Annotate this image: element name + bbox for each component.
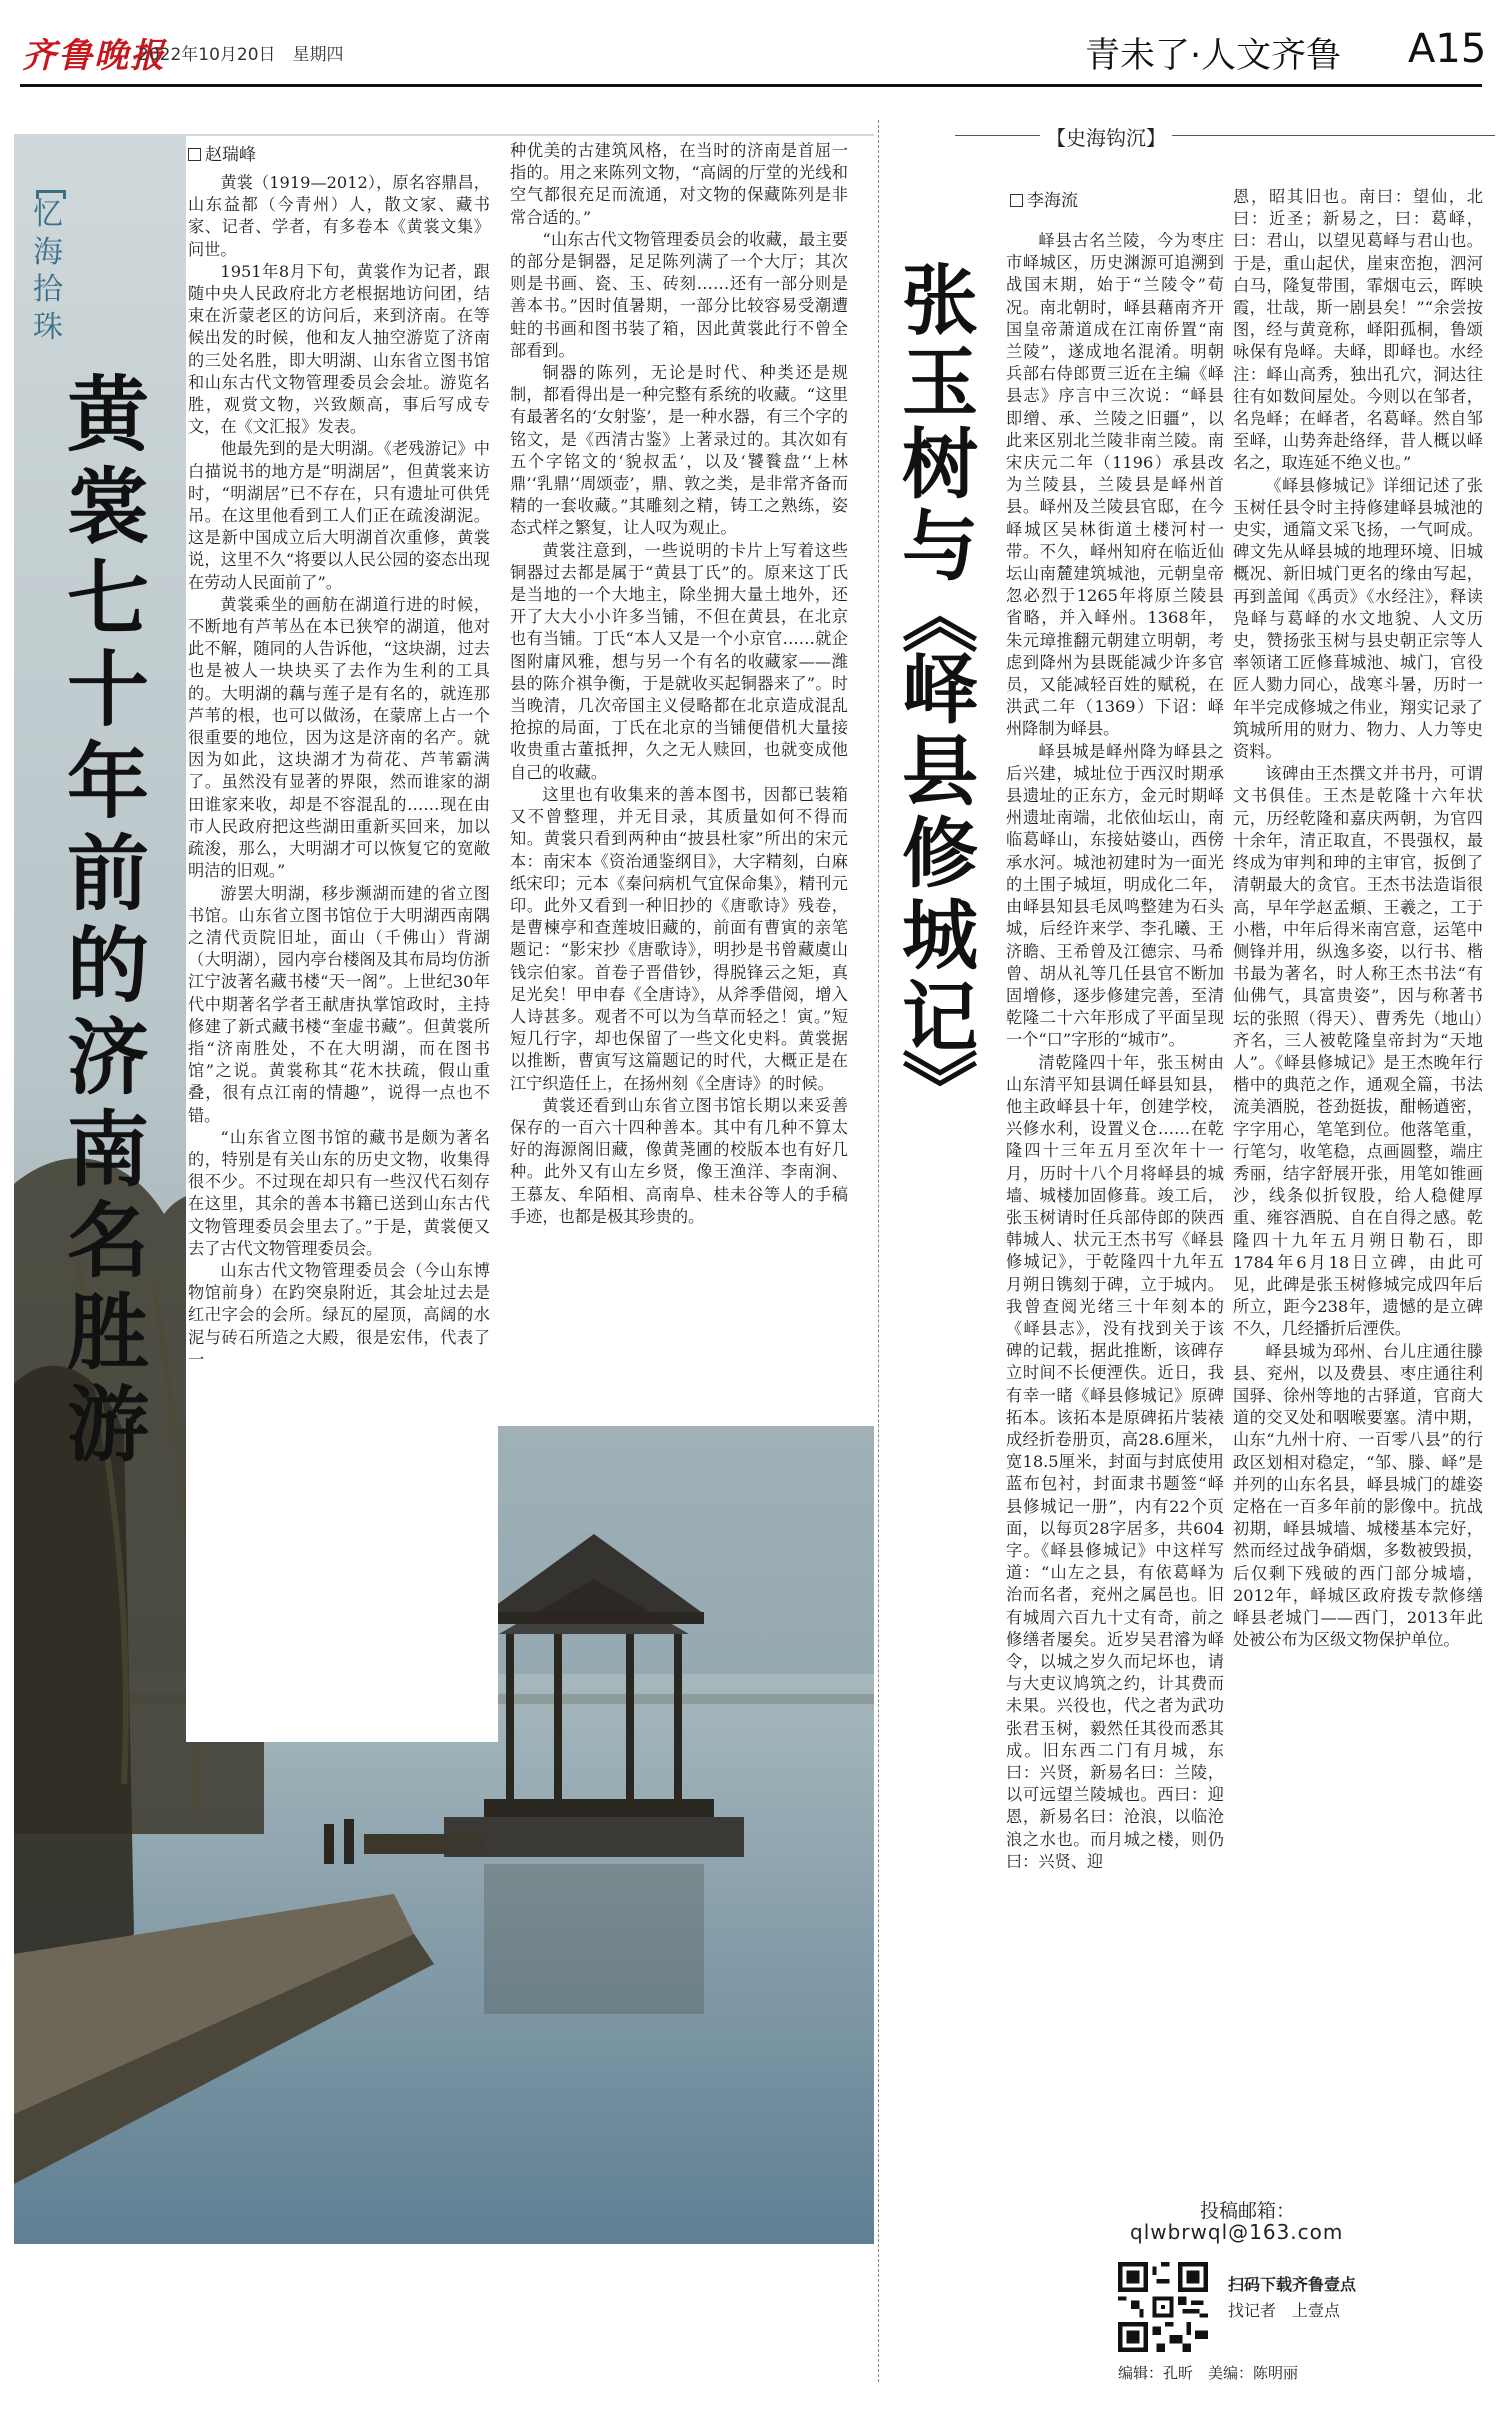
article-paragraph: 黄裳注意到，一些说明的卡片上写着这些铜器过去都是属于“黄县丁氏”的。原来这丁氏是当地的一个大地主，除坐拥大量土地外，还开了大大小小许多当铺，不但在黄县，在北京也有当铺。丁氏“本人又是一个小京官……就企图附庸风雅，想与另一个有名的收藏家——潍县的陈介祺争衡，于是就收买起铜器来了”。时当晚清，几次帝国主义侵略都在北京造成混乱抢掠的局面，丁氏在北京的当铺便借机大量接收贵重古董抵押，久之无人赎回，也就变成他自己的收藏。 [510,540,848,782]
contribution-email-link[interactable]: qlwbrwql@163.com [1130,2220,1344,2244]
editor-credits: 编辑：孔昕 美编：陈明丽 [1118,2364,1299,2382]
article-paragraph: 山东古代文物管理委员会（今山东博物馆前身）在趵突泉附近，其会址过去是红卍字会的会所。绿瓦的屋顶，高阔的水泥与砖石所造之大殿，很是宏伟，代表了一 [188,1260,490,1369]
article-paragraph: 清乾隆四十年，张玉树由山东清平知县调任峄县知县，他主政峄县十年，创建学校，兴修水利，设置义仓……在乾隆四十三年五月至次年十一月，历时十八个月将峄县的城墙、城楼加固修葺。竣工后，张玉树请时任兵部侍郎的陕西韩城人、状元王杰书写《峄县修城记》，于乾隆四十九年五月朔日镌刻于碑，立于城内。我曾查阅光绪三十年刻本的《峄县志》，没有找到关于该碑的记载，据此推断，该碑存立时间不长便湮佚。近日，我有幸一睹《峄县修城记》原碑拓本。该拓本是原碑拓片装裱成经折卷册页，高28.6厘米，宽18.5厘米，封面与封底使用蓝布包衬，封面隶书题签“峄县修城记一册”，内有22个页面，以每页28字居多，共604字。《峄县修城记》中这样写道：“山左之县，有依葛峄为治而名者，兖州之属邑也。旧有城周六百九十丈有奇，前之修缮者屡矣。近岁吴君濬为峄令，以城之岁久而圮坏也，请与大吏议鸠筑之约，计其费而未果。兴役也，代之者为武功张君玉树，毅然任其役而悉其成。旧东西二门有月城，东曰：兴贤，新易名曰：兰陵，以可远望兰陵城也。西曰：迎恩，新易名曰：沧浪，以临沧浪之水也。而月城之楼，则仍曰：兴贤、迎 [1006,1052,1224,1871]
contribution-label: 投稿邮箱： [1200,2200,1296,2222]
article-right-column-1 [1006,230,1224,2110]
header-divider [20,84,1482,87]
masthead-logo: 齐鲁晚报 [22,36,166,76]
qr-code-icon[interactable] [1118,2262,1208,2352]
article-paragraph: 黄裳（1919—2012），原名容鼎昌，山东益都（今青州）人，散文家、藏书家、记者、学者，有多卷本《黄裳文集》问世。 [188,173,490,259]
headline-right [892,256,988,1134]
article-divider [878,120,879,2382]
article-right-column-2 [1233,186,1483,2046]
article-paragraph: 恩，昭其旧也。南曰：望仙，北曰：近圣；新易之，曰：葛峄，曰：君山，以望见葛峄与君山也。于是，重山起伏，崖束峦抱，泗河白马，隆复带围，霏烟屯云，晖映霞，壮哉，斯一剧县矣！”“余尝按图，经与黄竟称，峄阳孤桐，鲁颂咏保有凫峄。夫峄，即峄也。水经注：峄山高秀，独出孔穴，洞达往往有如数间屋处。今则以在邹者，名凫峄；在峄者，名葛峄。然自邹至峄，山势奔赴络绎，昔人概以峄名之，取连延不绝义也。” [1233,187,1483,473]
headline-bracket-open-icon: ︽ [902,573,978,663]
issue-date: 2022年10月20日 星期四 [138,45,344,65]
column-tag-right: 【 史海钩沉 】 [1040,122,1172,151]
article-paragraph: “山东省立图书馆的藏书是颇为著名的，特别是有关山东的历史文物，收集得很不少。不过现在却只有一些汉代石刻存在这里，其余的善本书籍已送到山东古代文物管理委员会里去了。”于是，黄裳便又去了古代文物管理委员会。 [188,1127,490,1258]
article-paragraph: 峄县城为邳州、台儿庄通往滕县、兖州，以及费县、枣庄通往利国驿、徐州等地的古驿道，官商大道的交叉处和咽喉要塞。清中期，山东“九州十府、一百零八县”的行政区划相对稳定，“邹、滕、峄”是并列的山东名县，峄县城门的雄姿定格在一百多年前的影像中。抗战初期，峄县城墙、城楼基本完好，然而经过战争硝烟，多数被毁损，后仅剩下残破的西门部分城墙，2012年，峄城区政府拨专款修缮峄县老城门——西门，2013年此处被公布为区级文物保护单位。 [1233,1341,1483,1650]
column-tag-rule [955,135,1495,136]
headline-bracket-close-icon: ︾ [902,1044,978,1134]
article-paragraph: 铜器的陈列，无论是时代、种类还是规制，都看得出是一种完整有系统的收藏。“这里有最著名的‘女射鉴’，是一种水器，有三个字的铭文，是《西清古鉴》上著录过的。其次如有五个字铭文的‘貌叔盂’，以及‘饕餮盘’‘上林鼎’‘乳鼎’‘周颂壶’，鼎、敦之类，是非常齐备而精的一套收藏。”其雕刻之精，铸工之熟练，姿态式样之繁复，让人叹为观止。 [510,363,848,538]
section-title: 青未了·人文齐鲁 [1085,36,1342,76]
column-tag-left: 忆海拾珠 [33,197,63,345]
article-paragraph: “山东古代文物管理委员会的收藏，最主要的部分是铜器，足足陈列满了一个大厅；其次则是书画、瓷、玉、砖刻……还有一部分则是善本书。”因时值暑期，一部分比较容易受潮遭蛀的书画和图书装了箱，因此黄裳此行不曾全部看到。 [510,229,848,360]
article-left-column-1 [188,172,490,1732]
qr-caption-reporter: 找记者 上壹点 [1228,2301,1341,2320]
article-paragraph: 这里也有收集来的善本图书，因都已装箱又不曾整理，并无目录，其质量如何不得而知。黄裳只看到两种由“披县杜家”所出的宋元本：南宋本《资治通鉴纲目》，大字精刻，白麻纸宋印；元本《秦问病机气宜保命集》，精刊元印。此外又看到一种旧抄的《唐歌诗》残卷，是曹楝亭和查莲坡旧藏的，前面有曹寅的亲笔题记：“影宋抄《唐歌诗》，明抄是书曾藏虞山钱宗伯家。首卷子晋借钞，得脱锋云之矩，真足光矣！甲申春《全唐诗》，从斧季借阅，增入人诗甚多。观者不可以为刍草而轻之！寅。”短短几行字，却也保留了一些文化史料。黄裳据以推断，曹寅写这篇题记的时代，大概正是在江宁织造任上，在扬州刻《全唐诗》的时候。 [510,784,848,1093]
article-paragraph: 黄裳乘坐的画舫在湖道行进的时候，不断地有芦苇丛在本已狭窄的湖道，他对此不解，随同的人告诉他，“这块湖，过去也是被人一块块买了去作为生利的工具的。大明湖的藕与莲子是有名的，就连那芦苇的根，也可以做汤，在蒙席上占一个很重要的地位，因为这是济南的名产。就因为如此，这块湖才为荷花、芦苇霸满了。虽然没有显著的界限，然而谁家的湖田谁家来收，却是不容混乱的……现在由市人民政府把这些湖田重新买回来，加以疏浚，那么，大明湖才可以恢复它的宽敞明洁的旧观。” [188,594,490,881]
article-left-column-2 [510,140,848,1420]
article-paragraph: 《峄县修城记》详细记述了张玉树任县令时主持修建峄县城池的史实，通篇文采飞扬，一气呵成。碑文先从峄县城的地理环境、旧城概况、新旧城门更名的缘由写起，再到盖闻《禹贡》《水经注》，释读凫峄与葛峄的水文地貌、人文历史，赞扬张玉树与县史朝正宗等人率领诸工匠修葺城池、城门，官役匠人勠力同心，战寒斗暑，历时一年半完成修城之伟业，翔实记录了筑城所用的财力、物力、人力等史资料。 [1233,475,1483,762]
article-paragraph: 他最先到的是大明湖。《老残游记》中白描说书的地方是“明湖居”，但黄裳来访时，“明湖居”已不存在，只有遗址可供凭吊。在这里他看到工人们正在疏浚湖泥。这是新中国成立后大明湖首次重修，黄裳说，这里不久“将要以人民公园的姿态出现在劳动人民面前了”。 [188,439,490,592]
article-paragraph: 游罢大明湖，移步濒湖而建的省立图书馆。山东省立图书馆位于大明湖西南隅之清代贡院旧址，面山（千佛山）背湖（大明湖），园内亭台楼阁及其布局均仿浙江宁波著名藏书楼“天一阁”。上世纪30年代中期著名学者王献唐执掌馆政时，主持修建了新式藏书楼“奎虚书藏”。但黄裳所指“济南胜处，不在大明湖，而在图书馆”之说。黄裳称其“花木扶疏，假山重叠，很有点江南的情趣”，说得一点也不错。 [188,883,490,1125]
headline-right-title: 峄县修城记 [902,645,978,1063]
byline-left: 赵瑞峰 [188,140,256,165]
article-paragraph: 种优美的古建筑风格，在当时的济南是首屈一指的。用之来陈列文物，“高阔的厅堂的光线和空气都很充足而流通，对文物的保藏陈列是非常合适的。” [510,141,848,227]
headline-left: 黄裳七十年前的济南名胜游 [66,367,149,1474]
article-paragraph: 1951年8月下旬，黄裳作为记者，跟随中央人民政府北方老根据地访问团，结束在沂蒙老区的访问后，来到济南。在等候出发的时候，他和友人抽空游览了济南的三处名胜，即大明湖、山东省立图书馆和山东古代文物管理委员会会址。游览名胜，观赏文物，兴致颇高，事后写成专文，在《文汇报》发表。 [188,261,490,437]
article-paragraph: 峄县城是峄州降为峄县之后兴建，城址位于西汉时期承县遗址的正东方，金元时期峄州遗址南端，北依仙坛山，南临葛峄山，东接姑婆山，西傍承水河。城池初建时为一面光的土围子城垣，明成化二年，由峄县知县毛凤鸣整建为石头城，后经许来学、李孔曦、王济瞻、王希曾及江德宗、马希曾、胡从礼等几任县官不断加固增修，逐步修建完善，至清乾隆二十六年形成了平面呈现一个“口”字形的“城市”。 [1006,741,1224,1050]
article-paragraph: 峄县古名兰陵，今为枣庄市峄城区，历史渊源可追溯到战国末期，始于“兰陵令”荀况。南北朝时，峄县藉南齐开国皇帝萧道成在江南侨置“南兰陵”，遂成地名混淆。明朝兵部右侍郎贾三近在主编《峄县志》序言中三次说：“峄县即缯、承、兰陵之旧疆”，以此来区别北兰陵非南兰陵。南宋庆元二年（1196）承县改为兰陵县，兰陵县是峄州首县。峄州及兰陵县官邸，在今峄城区吴林街道土楼河村一带。不久，峄州知府在临近仙坛山南麓建筑城池，元朝皇帝忽必烈于1265年将原兰陵县省略，并入峄州。1368年，朱元璋推翻元朝建立明朝，考虑到降州为县既能减少许多官员，又能减轻百姓的赋税，在洪武二年（1369）下诏：峄州降制为峄县。 [1006,231,1224,739]
byline-right: 李海流 [1010,186,1078,211]
article-paragraph: 该碑由王杰撰文并书丹，可谓文书俱佳。王杰是乾隆十六年状元，历经乾隆和嘉庆两朝，为官四十余年，清正取直，不畏强权，最终成为审判和珅的主审官，扳倒了清朝最大的贪官。王杰书法造诣很高，早年学赵孟頫、王羲之，工于小楷，中年后得米南宫意，运笔中侧锋并用，纵逸多姿，以行书、楷书最为著名，时人称王杰书法“有仙佛气，具富贵姿”，因与称著书坛的张照（得天）、曹秀先（地山）齐名，三人被乾隆皇帝封为“天地人”。《峄县修城记》是王杰晚年行楷中的典范之作，通观全篇，书法流美酒脱，苍劲挺拔，酣畅遒密，字字用心，笔笔到位。他落笔重，行笔匀，收笔稳，点画圆整，端庄秀丽，结字舒展开张，用笔如锥画沙，线条似折钗股，给人稳健厚重、雍容酒脱、自在自得之感。乾隆四十九年五月朔日勒石，即1784年6月18日立碑，由此可见，此碑是张玉树修城完成四年后所立，距今238年，遗憾的是立碑不久，几经播折后湮佚。 [1233,764,1483,1339]
article-paragraph: 黄裳还看到山东省立图书馆长期以来妥善保存的一百六十四种善本。其中有几种不算太好的海源阁旧藏，像黄荛圃的校版本也有好几种。此外又有山左乡贤，像王渔洋、李南涧、王慕友、牟陌相、高南阜、桂未谷等人的手稿手迹，也都是极其珍贵的。 [510,1095,848,1226]
headline-right-top: 张玉树与 [902,256,978,592]
page-number: A15 [1408,26,1487,72]
qr-caption-download: 扫码下载齐鲁壹点 [1228,2275,1357,2294]
